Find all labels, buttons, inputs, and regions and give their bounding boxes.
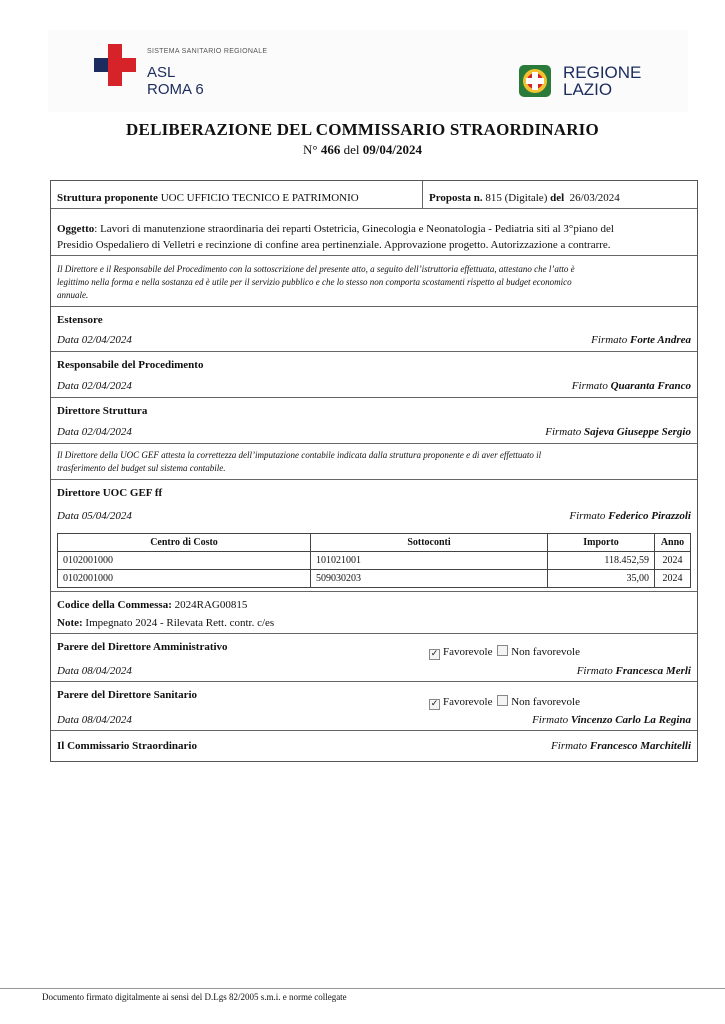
signer-name: Francesco Marchitelli <box>589 740 691 752</box>
note-value: Impegnato 2024 - Rilevata Rett. contr. c/es <box>82 617 275 629</box>
signature-commissario <box>551 740 691 752</box>
signer-name: Federico Pirazzoli <box>608 510 691 522</box>
firmato-label: Firmato <box>545 426 582 438</box>
note <box>57 617 274 629</box>
signer-date-direttore-struttura: Data 02/04/2024 <box>57 426 132 438</box>
cost-table-header <box>58 534 691 552</box>
divider <box>51 681 697 682</box>
proposta-date: 26/03/2024 <box>564 192 620 204</box>
proposta-label: Proposta n. <box>429 192 483 204</box>
signer-role-gef: Direttore UOC GEF ff <box>57 487 163 499</box>
cell-centro-costo: 0102001000 <box>58 570 311 588</box>
attestation-responsabile <box>57 263 575 302</box>
signer-name: Forte Andrea <box>629 334 691 346</box>
divider <box>51 730 697 731</box>
signature-direttore-struttura <box>545 426 691 438</box>
regione-lazio-name <box>563 64 641 98</box>
divider <box>51 351 697 352</box>
signer-name: Sajeva Giuseppe Sergio <box>584 426 691 438</box>
column-header: Centro di Costo <box>58 534 311 552</box>
signer-role-responsabile: Responsabile del Procedimento <box>57 359 204 371</box>
oggetto-line1: : Lavori di manutenzione straordinaria dei reparti Ostetricia, Ginecologia e Neonatologia - Pediatria siti al 3°piano del <box>94 223 614 235</box>
divider <box>51 397 697 398</box>
note-label: Note: <box>57 617 83 629</box>
regione-lazio-emblem-icon <box>517 63 553 99</box>
document-title: DELIBERAZIONE DEL COMMISSARIO STRAORDINARIO <box>126 120 599 139</box>
signer-date-gef: Data 05/04/2024 <box>57 510 132 522</box>
non-favorevole-checkbox[interactable] <box>497 645 508 656</box>
number-date: 09/04/2024 <box>362 142 422 157</box>
proposta-value: 815 (Digitale) <box>482 192 551 204</box>
signature-gef <box>569 510 691 522</box>
oggetto-label: Oggetto <box>57 223 95 235</box>
signature-amministrativo <box>577 665 691 677</box>
cell-anno: 2024 <box>655 552 691 570</box>
proposta-divider <box>422 181 423 208</box>
deliberation-form <box>50 180 698 762</box>
deliberation-number <box>0 142 725 158</box>
attestation2-line1: Il Direttore della UOC GEF attesta la correttezza dell’imputazione contabile indicata dalla struttura proponente e di aver effettuato il <box>57 450 542 460</box>
signature-sanitario <box>532 714 691 726</box>
commessa-value: 2024RAG00815 <box>171 599 248 611</box>
parere-amministrativo-date: Data 08/04/2024 <box>57 665 132 677</box>
divider <box>51 633 697 634</box>
footer-divider <box>0 988 725 989</box>
non-favorevole-label: Non favorevole <box>511 646 580 658</box>
column-header: Anno <box>655 534 691 552</box>
attestation1-line3: annuale. <box>57 290 89 300</box>
column-header: Sottoconti <box>311 534 548 552</box>
signer-name: Vincenzo Carlo La Regina <box>570 714 691 726</box>
red-cross-icon <box>94 44 136 86</box>
favorevole-checkbox[interactable]: ✓ <box>430 699 439 709</box>
parere-sanitario-options <box>429 695 580 710</box>
proposta <box>429 192 620 204</box>
codice-commessa <box>57 599 247 611</box>
firmato-label: Firmato <box>532 714 569 726</box>
parere-amministrativo-role: Parere del Direttore Amministrativo <box>57 641 228 653</box>
asl-caption: SISTEMA SANITARIO REGIONALE <box>147 48 268 55</box>
asl-name-line2: ROMA 6 <box>147 81 204 98</box>
divider <box>51 443 697 444</box>
signer-role-estensore: Estensore <box>57 314 103 326</box>
commissario-role: Il Commissario Straordinario <box>57 740 197 752</box>
firmato-label: Firmato <box>551 740 588 752</box>
cell-anno: 2024 <box>655 570 691 588</box>
table-row <box>58 552 691 570</box>
signature-estensore <box>591 334 691 346</box>
signer-name: Francesca Merli <box>615 665 691 677</box>
divider <box>51 255 697 256</box>
cell-centro-costo: 0102001000 <box>58 552 311 570</box>
footer-note: Documento firmato digitalmente ai sensi del D.Lgs 82/2005 s.m.i. e norme collegate <box>42 992 347 1002</box>
divider <box>51 208 697 209</box>
number-value: 466 <box>320 142 341 157</box>
cell-sottoconto: 101021001 <box>311 552 548 570</box>
cell-importo: 118.452,59 <box>548 552 655 570</box>
signer-role-direttore-struttura: Direttore Struttura <box>57 405 148 417</box>
divider <box>51 591 697 592</box>
parere-sanitario-role: Parere del Direttore Sanitario <box>57 689 198 701</box>
oggetto <box>57 221 614 253</box>
non-favorevole-checkbox[interactable] <box>497 695 508 706</box>
divider <box>51 479 697 480</box>
attestation1-line1: Il Direttore e il Responsabile del Procedimento con la sottoscrizione del presente atto, a seguito dell’istruttoria effettuata, attestano che l’atto è <box>57 264 575 274</box>
asl-name <box>147 64 204 98</box>
parere-amministrativo-options <box>429 645 580 660</box>
parere-sanitario-date: Data 08/04/2024 <box>57 714 132 726</box>
favorevole-label: Favorevole <box>443 646 493 658</box>
struttura-value: UOC UFFICIO TECNICO E PATRIMONIO <box>157 192 359 204</box>
table-row <box>58 570 691 588</box>
attestation2-line2: trasferimento del budget sul sistema contabile. <box>57 463 226 473</box>
number-prefix: N° <box>303 142 321 157</box>
attestation-gef <box>57 449 541 475</box>
attestation1-line2: legittimo nella forma e nella sostanza ed è utile per il servizio pubblico e che lo stesso non comporta scostamenti rispetto al budget economico <box>57 277 572 287</box>
firmato-label: Firmato <box>569 510 606 522</box>
firmato-label: Firmato <box>591 334 628 346</box>
divider <box>51 306 697 307</box>
cell-sottoconto: 509030203 <box>311 570 548 588</box>
lazio-name-line1: REGIONE <box>563 63 642 82</box>
commessa-label: Codice della Commessa: <box>57 599 172 611</box>
signature-responsabile <box>572 380 691 392</box>
regione-lazio-logo <box>517 63 642 104</box>
oggetto-line2: Presidio Ospedaliero di Velletri e recinzione di confine area pertinenziale. Approvazione progetto. Autorizzazione a contrarre. <box>57 239 611 251</box>
asl-name-line1: ASL <box>147 64 176 81</box>
signer-date-estensore: Data 02/04/2024 <box>57 334 132 346</box>
lazio-name-line2: LAZIO <box>563 80 613 99</box>
non-favorevole-label: Non favorevole <box>511 696 580 708</box>
number-del: del <box>340 142 363 157</box>
column-header: Importo <box>548 534 655 552</box>
favorevole-checkbox[interactable]: ✓ <box>430 649 439 659</box>
cell-importo: 35,00 <box>548 570 655 588</box>
firmato-label: Firmato <box>571 380 608 392</box>
signer-date-responsabile: Data 02/04/2024 <box>57 380 132 392</box>
struttura-label: Struttura proponente <box>57 192 158 204</box>
signer-name: Quaranta Franco <box>610 380 691 392</box>
cost-table <box>57 533 691 588</box>
favorevole-label: Favorevole <box>443 696 493 708</box>
firmato-label: Firmato <box>576 665 613 677</box>
proposta-del-label: del <box>550 192 565 204</box>
struttura-proponente <box>57 192 359 204</box>
asl-logo <box>94 44 268 98</box>
